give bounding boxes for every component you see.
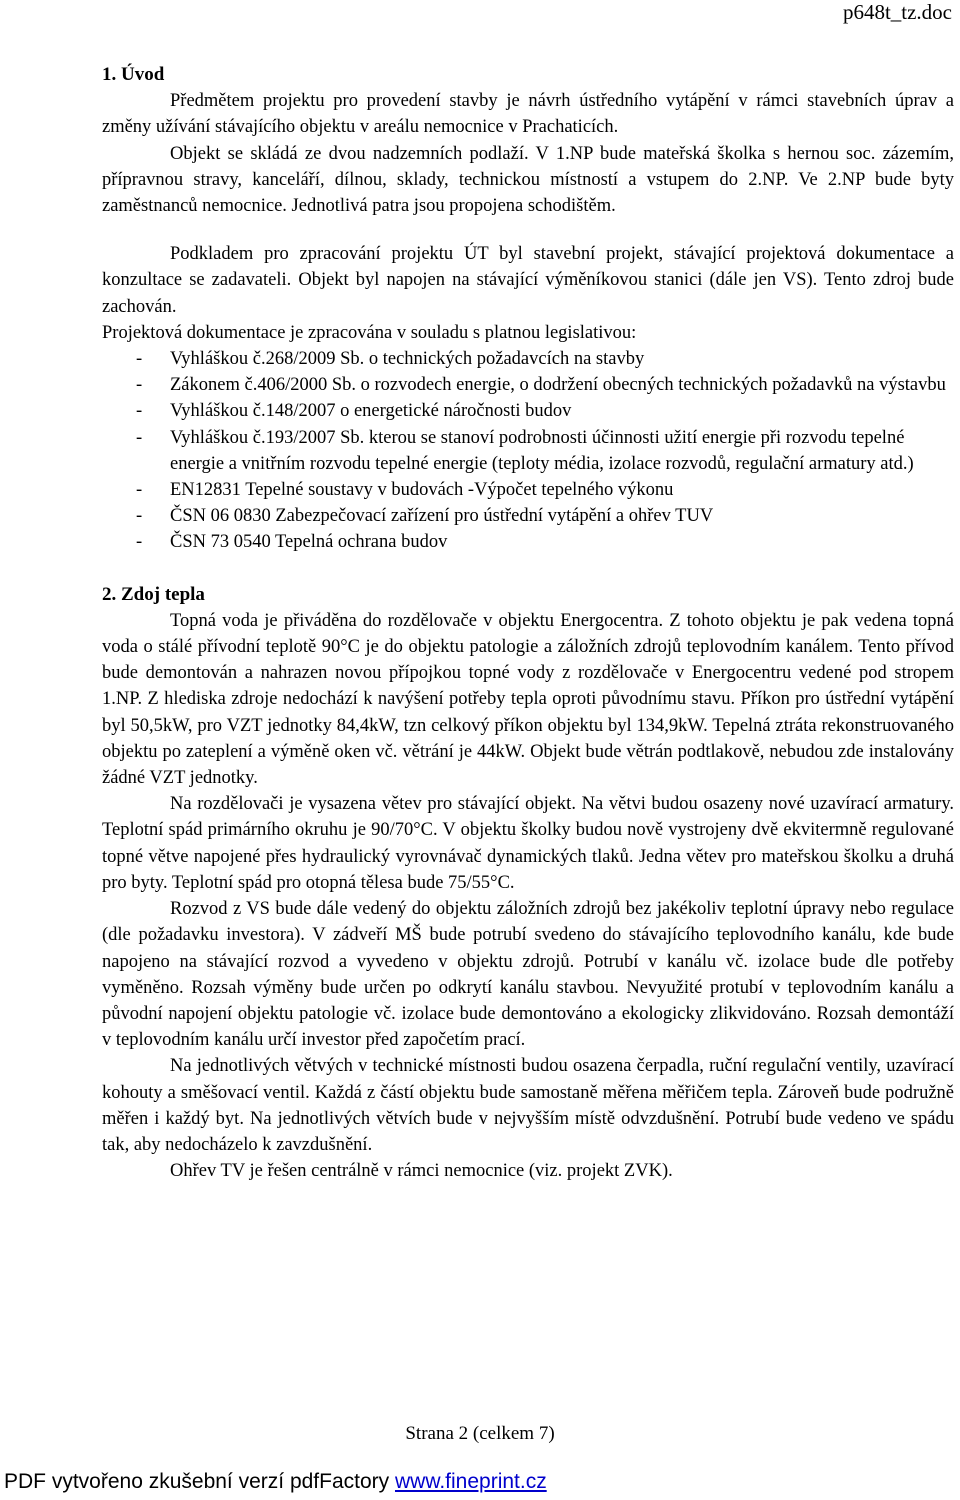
paragraph: Podkladem pro zpracování projektu ÚT byl stavební projekt, stávající projektová dokumentace a konzultace se zadavateli. Objekt byl napojen na stávající výměníkovou stanici (dále jen VS). Tento zdroj bude zachován. [102,244,954,317]
list-item: - ČSN 06 0830 Zabezpečovací zařízení pro ústřední vytápění a ohřev TUV [102,503,954,529]
pdf-factory-banner [0,1470,960,1494]
list-item: - Vyhláškou č.268/2009 Sb. o technických požadavcích na stavby [102,346,954,372]
list-item: - Vyhláškou č.193/2007 Sb. kterou se stanoví podrobnosti účinnosti užití energie při rozvodu tepelné energie a vnitřním rozvodu tepelné energie (teploty média, izolace rozvodů, regulační armatury atd.) [102,425,954,477]
fineprint-link[interactable]: www.fineprint.cz [394,1470,547,1493]
section-heading-uvod: 1. Úvod [102,64,165,85]
paragraph: Objekt se skládá ze dvou nadzemních podlaží. V 1.NP bude mateřská školka s hernou soc. zázemím, přípravnou stravy, kanceláří, dílnou, sklady, technickou místností a vstupem do 2.NP. Ve 2.NP bude byty zaměstnanců nemocnice. Jednotlivá patra jsou propojena schodištěm. [102,143,954,217]
paragraph: Ohřev TV je řešen centrálně v rámci nemocnice (viz. projekt ZVK). [170,1161,673,1182]
list-item: - EN12831 Tepelné soustavy v budovách -Výpočet tepelného výkonu [102,477,954,503]
list-item: - ČSN 73 0540 Tepelná ochrana budov [102,529,954,555]
list-item: - Zákonem č.406/2000 Sb. o rozvodech energie, o dodržení obecných technických požadavků na výstavbu [102,372,954,398]
document-filename: p648t_tz.doc [842,0,952,24]
paragraph: Předmětem projektu pro provedení stavby je návrh ústředního vytápění v rámci stavebních úprav a změny užívání stávajícího objektu v areálu nemocnice v Prachaticích. [102,91,954,138]
paragraph: Na rozdělovači je vysazena větev pro stávající objekt. Na větvi budou osazeny nové uzavírací armatury. Teplotní spád primárního okruhu je 90/70°C. V objektu školky budou nově vystrojeny dvě ekvitermně regulované topné větve napojené přes hydraulický vyrovnávač dynamických tlaků. Jedna větev pro mateřskou školku a druhá pro byty. Teplotní spád pro otopná tělesa bude 75/55°C. [102,794,954,893]
paragraph: Projektová dokumentace je zpracována v souladu s platnou legislativou: [102,322,637,343]
paragraph: Topná voda je přiváděna do rozdělovače v objektu Energocentra. Z tohoto objektu je pak vedena topná voda o stálé přívodní teplotě 90°C je do objektu patologie a záložních zdrojů teplovodním kanálem. Tento přívod bude demontován a nahrazen novou přípojkou topné vody z rozdělovače v Energocentru vedené pod stropem 1.NP. Z hlediska zdroje nedochází k navýšení potřeby tepla oproti původnímu stavu. Příkon pro ústřední vytápění byl 50,5kW, pro VZT jednotky 84,4kW, tzn celkový příkon objektu byl 134,9kW. Tepelná ztráta rekonstruovaného objektu po zateplení a výměně oken vč. větrání je 44kW. Objekt bude větrán podtlakově, nebudou zde instalovány žádné VZT jednotky. [102,610,954,789]
list-item: - Vyhláškou č.148/2007 o energetické náročnosti budov [102,398,954,424]
document-body [102,62,954,1184]
paragraph: Na jednotlivých větvých v technické místnosti budou osazena čerpadla, ruční regulační ventily, uzavírací kohouty a směšovací ventil. Každá z částí objektu bude samostaně měřena měřičem tepla. Zároveň bude podružně měřen i každý byt. Na jednotlivých větvích bude v nejvyšším místě odvzdušnění. Potrubí bude vedeno ve spádu tak, aby nedocházelo k zavzdušnění. [102,1056,954,1155]
legislation-list [102,346,954,556]
paragraph: Rozvod z VS bude dále vedený do objektu záložních zdrojů bez jakékoliv teplotní úpravy nebo regulace (dle požadavku investora). V zádveří MŠ bude potrubí svedeno do stávajícího teplovodního kanálu, kde bude napojeno na stávající rozvod a vyvedeno v objektu zdrojů. Potrubí v kanálu vč. izolace bude dle potřeby vyměněno. Rozsah výměny bude určen po odkrytí kanálu stavbou. Nevyužité protubí v teplovodním kanálu a původní napojení objektu patologie vč. izolace bude demontováno a ekologicky zlikvidováno. Rozsah demontáží v teplovodním kanálu určí investor před započetím prací. [102,899,954,1051]
page-number: Strana 2 (celkem 7) [405,1423,555,1444]
pdf-banner-text: PDF vytvořeno zkušební verzí pdfFactory [4,1470,395,1493]
section-heading-zdroj-tepla: 2. Zdoj tepla [102,583,205,605]
